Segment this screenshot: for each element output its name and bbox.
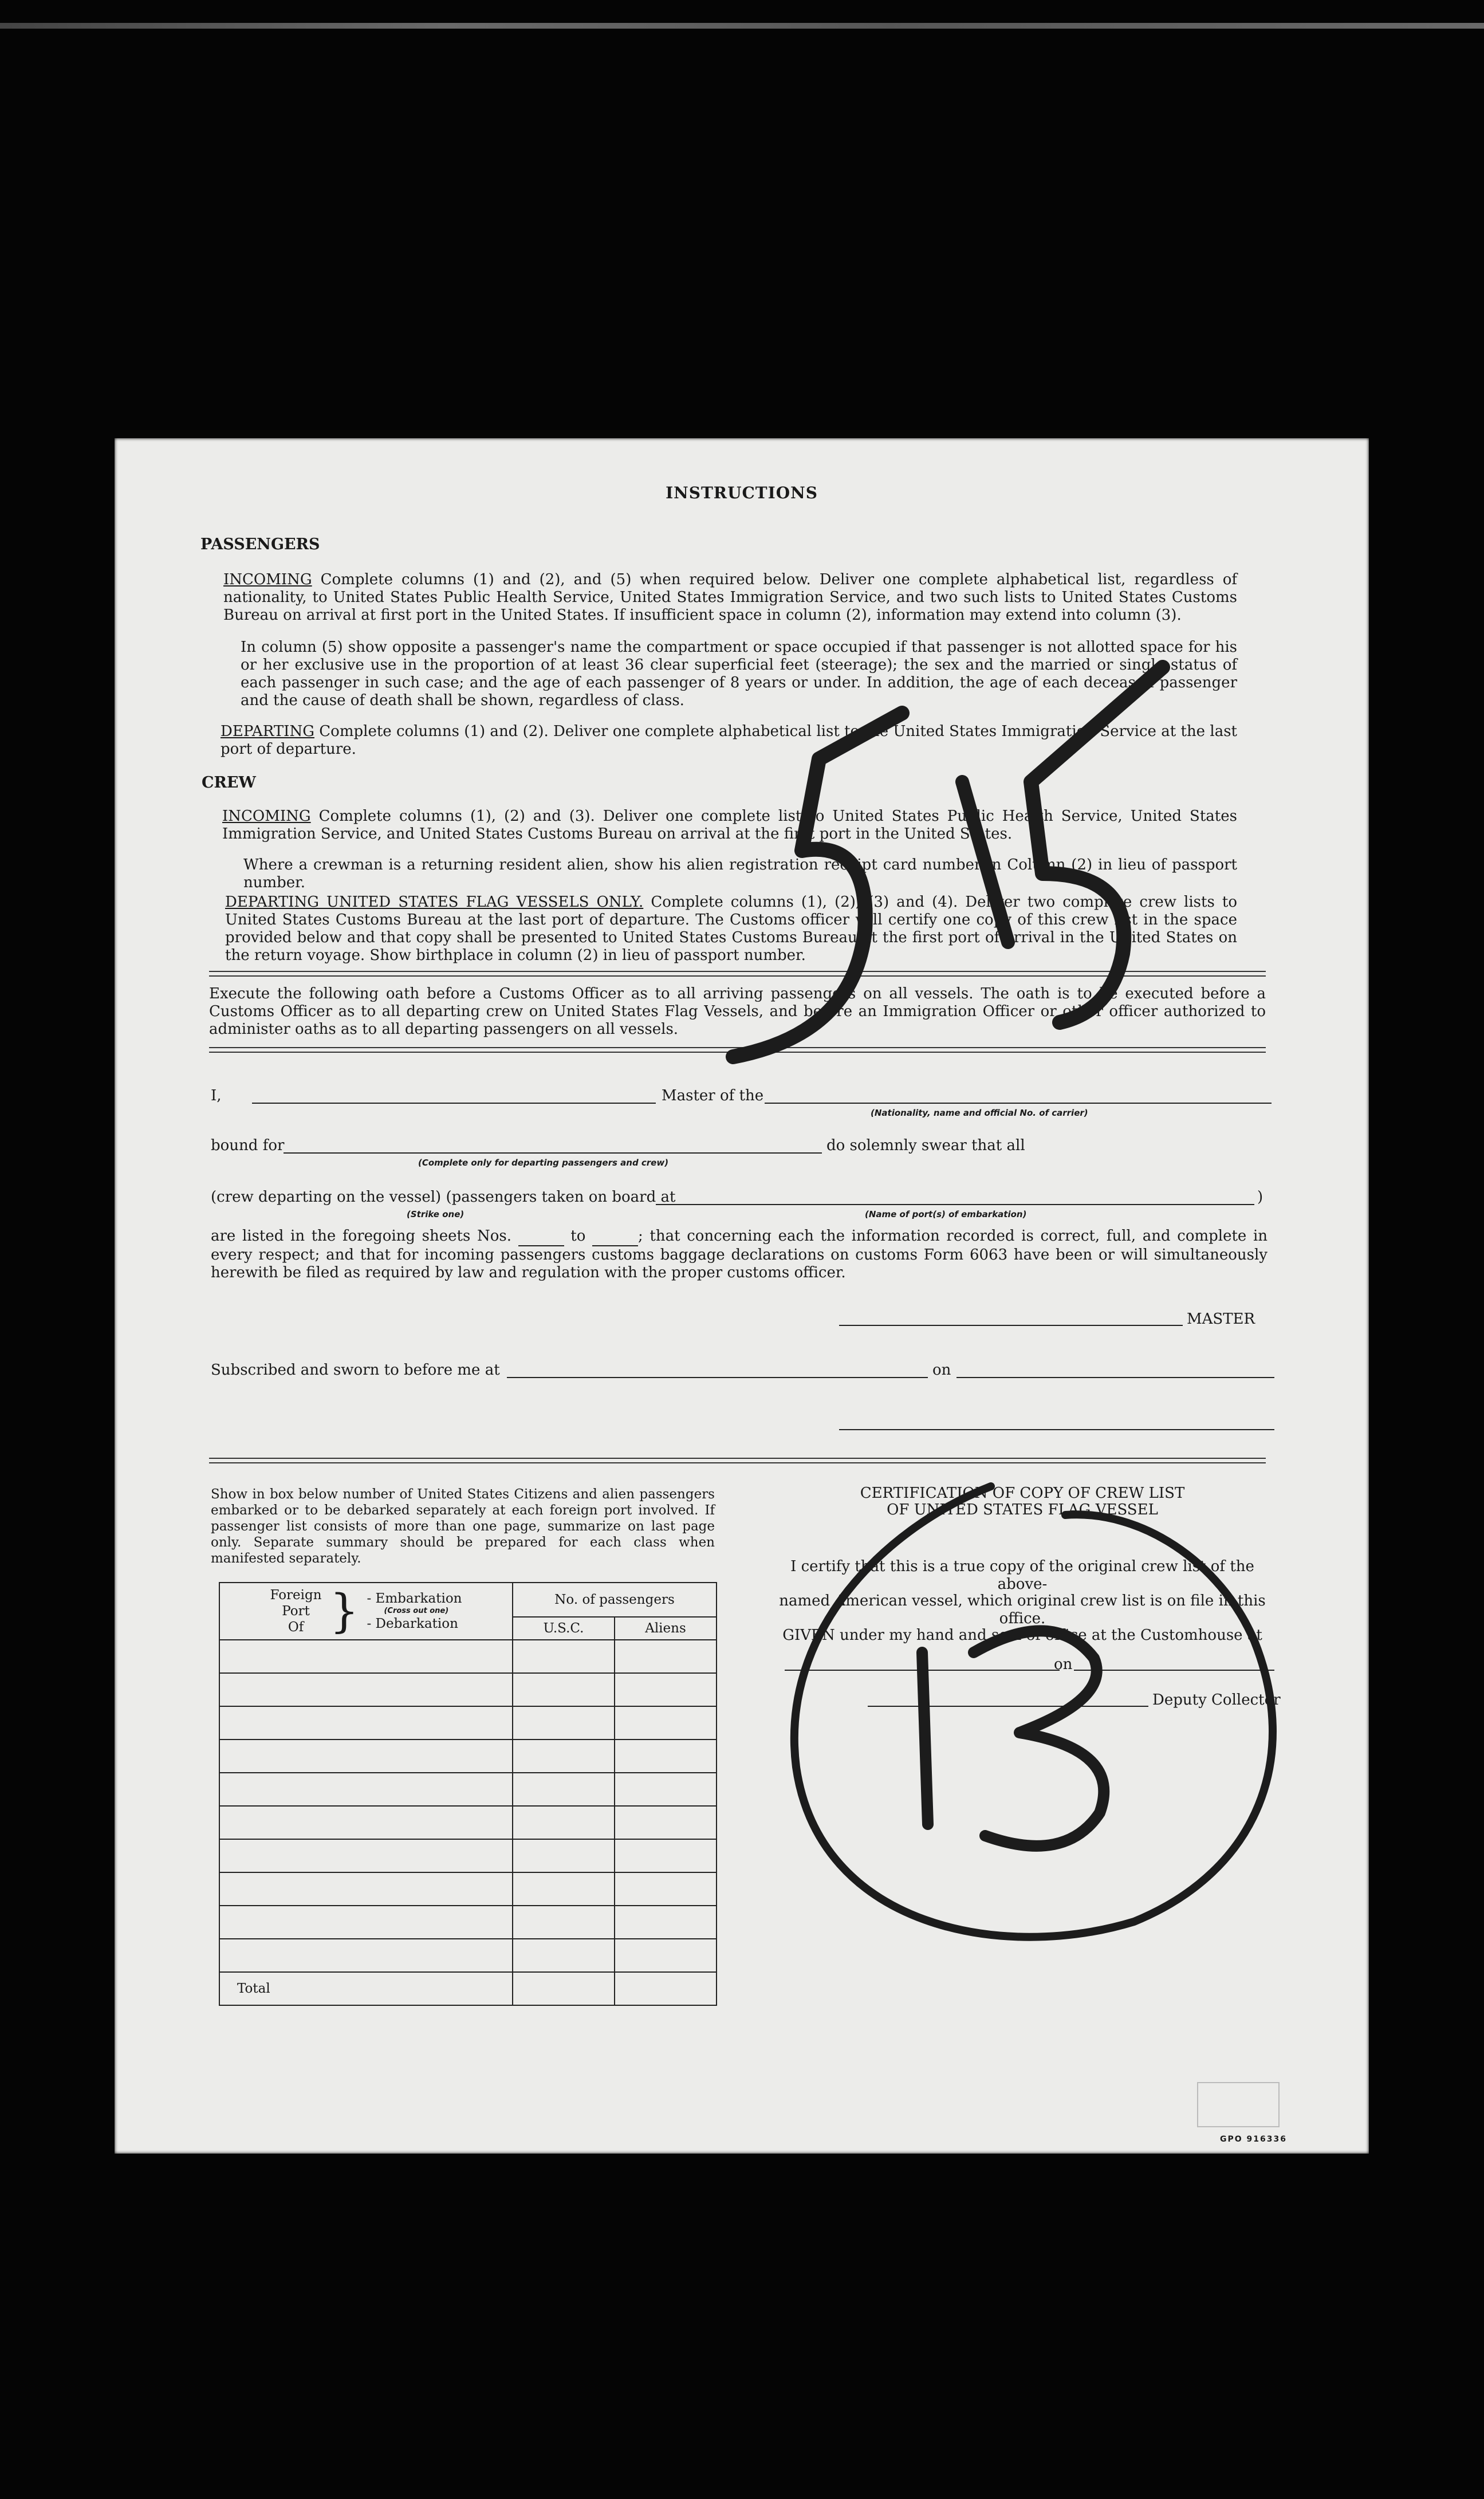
usc-cell[interactable]: [513, 1740, 615, 1773]
officer-signature-field[interactable]: [839, 1429, 1274, 1430]
usc-cell[interactable]: [513, 1673, 615, 1706]
subscribed-label: Subscribed and sworn to before me at: [211, 1361, 500, 1379]
divider-3: [209, 1458, 1266, 1463]
crewman-paragraph: Where a crewman is a returning resident alien, show his alien registration receipt card number in Column (2) in lieu of passport number.: [243, 856, 1237, 891]
table-row: [219, 1706, 717, 1740]
column5-paragraph: In column (5) show opposite a passenger's name the compartment or space occupied if that passenger is not allotted space for his or her exclusive use in the proportion of at least 36 clear superficial feet (steerage); the sex and the married or single status of each passenger in such case; and the age of each passenger of 8 years or under. In addition, the age of each deceased passenger and the cause of death shall be shown, regardless of class.: [241, 639, 1237, 709]
usc-cell[interactable]: [513, 1839, 615, 1872]
port-cell[interactable]: [219, 1673, 513, 1706]
bound-for-label: bound for: [211, 1137, 285, 1154]
table-row: [219, 1906, 717, 1939]
incoming-crew-text: Complete columns (1), (2) and (3). Deliver one complete list to United States Public Health Service, United States Immigration Service, and United States Customs Bureau on arrival at the first port in the United States.: [222, 808, 1237, 843]
usc-cell[interactable]: [513, 1706, 615, 1740]
aliens-cell[interactable]: [615, 1906, 717, 1939]
port-cell[interactable]: [219, 1906, 513, 1939]
total-usc-cell[interactable]: [513, 1972, 615, 2005]
sworn-on-label: on: [932, 1361, 951, 1379]
port-cell[interactable]: [219, 1806, 513, 1839]
gpo-footer: GPO 916336: [1220, 2135, 1287, 2144]
embarkation-label: - Embarkation: [367, 1591, 462, 1606]
port-cell[interactable]: [219, 1939, 513, 1972]
usc-cell[interactable]: [513, 1939, 615, 1972]
table-row: [219, 1872, 717, 1906]
table-row: [219, 1673, 717, 1706]
crew-heading: CREW: [202, 774, 256, 792]
departing-passengers-label: DEPARTING: [221, 723, 314, 740]
port-cell[interactable]: [219, 1740, 513, 1773]
departing-crew-paragraph: [225, 894, 1237, 965]
total-label: Total: [219, 1972, 513, 2005]
oath-i-label: I,: [211, 1087, 222, 1104]
certification-title: [773, 1485, 1272, 1518]
sheet-to-field[interactable]: [592, 1227, 638, 1246]
certification-title-line2: OF UNITED STATES FLAG VESSEL: [887, 1501, 1158, 1518]
aliens-cell[interactable]: [615, 1806, 717, 1839]
certification-title-line1: CERTIFICATION OF COPY OF CREW LIST: [860, 1485, 1185, 1502]
aliens-cell[interactable]: [615, 1839, 717, 1872]
port-cell[interactable]: [219, 1773, 513, 1806]
usc-cell[interactable]: [513, 1773, 615, 1806]
port-cell[interactable]: [219, 1839, 513, 1872]
carrier-field[interactable]: [765, 1103, 1272, 1104]
nationality-note: (Nationality, name and official No. of carrier): [871, 1108, 1088, 1118]
departing-passengers-paragraph: [221, 723, 1237, 758]
table-row: [219, 1939, 717, 1972]
form-title: INSTRUCTIONS: [666, 483, 818, 502]
form-page: [115, 438, 1369, 2154]
listed-post: ; that concerning each the information recorded is correct, full, and complete in every respect; and that for incoming passengers customs baggage declarations on customs Form 6063 have been or will simultaneously herewith be filed as required by law and regulation with the proper customs officer.: [211, 1227, 1268, 1281]
foreign-port-header: [219, 1583, 513, 1640]
debarkation-label: - Debarkation: [367, 1616, 458, 1631]
customhouse-field[interactable]: [785, 1670, 1060, 1671]
aliens-cell[interactable]: [615, 1640, 717, 1673]
listed-paragraph: [211, 1227, 1267, 1282]
usc-cell[interactable]: [513, 1872, 615, 1906]
port-embarkation-field[interactable]: [656, 1204, 1254, 1205]
aliens-cell[interactable]: [615, 1773, 717, 1806]
usc-cell[interactable]: [513, 1806, 615, 1839]
incoming-passengers-label: INCOMING: [223, 571, 312, 588]
master-name-field[interactable]: [252, 1103, 656, 1104]
master-label: MASTER: [1187, 1311, 1255, 1328]
usc-header: U.S.C.: [513, 1617, 615, 1640]
deputy-signature-field[interactable]: [868, 1706, 1148, 1707]
certify-date-field[interactable]: [1074, 1670, 1274, 1671]
brace-glyph: }: [329, 1584, 359, 1638]
ports-note: (Name of port(s) of embarkation): [865, 1209, 1027, 1219]
execute-oath-paragraph: Execute the following oath before a Customs Officer as to all arriving passengers on all vessels. The oath is to be executed before a Customs Officer as to all departing crew on United States Flag Vessels, and before an Immigration Officer or other officer authorized to administer oaths as to all departing passengers on all vessels.: [209, 985, 1266, 1038]
port-cell[interactable]: [219, 1640, 513, 1673]
aliens-cell[interactable]: [615, 1872, 717, 1906]
incoming-passengers-text: Complete columns (1) and (2), and (5) when required below. Deliver one complete alphabetical list, regardless of nationality, to United States Public Health Service, United States Immigration Service, and two such lists to United States Customs Bureau on arrival at first port in the United States. If insufficient space in column (2), information may extend into column (3).: [223, 571, 1237, 624]
summary-instructions: Show in box below number of United States Citizens and alien passengers embarked or to be debarked separately at each foreign port involved. If passenger list consists of more than one page, summarize on last page only. Separate summary should be prepared for each class when manifested separately.: [211, 1487, 715, 1566]
usc-cell[interactable]: [513, 1906, 615, 1939]
strike-one-note: (Strike one): [407, 1209, 465, 1219]
passenger-summary-table: [219, 1582, 717, 2006]
film-edge: [0, 23, 1484, 29]
port-label: Port: [282, 1604, 310, 1619]
listed-pre: are listed in the foregoing sheets Nos.: [211, 1227, 511, 1245]
table-row: [219, 1640, 717, 1673]
swear-label: do solemnly swear that all: [826, 1137, 1025, 1154]
certify-line1: I certify that this is a true copy of the original crew list of the above-: [790, 1558, 1254, 1593]
total-aliens-cell[interactable]: [615, 1972, 717, 2005]
aliens-cell[interactable]: [615, 1706, 717, 1740]
close-paren: ): [1257, 1188, 1263, 1206]
departing-crew-label: DEPARTING UNITED STATES FLAG VESSELS ONLY.: [225, 894, 644, 911]
of-label: Of: [288, 1620, 304, 1635]
port-cell[interactable]: [219, 1706, 513, 1740]
departing-passengers-text: Complete columns (1) and (2). Deliver one complete alphabetical list to the United States Immigration Service at the last port of departure.: [221, 723, 1237, 758]
aliens-header: Aliens: [615, 1617, 717, 1640]
deputy-collector-label: Deputy Collector: [1152, 1691, 1281, 1709]
certify-line2: named American vessel, which original crew list is on file in this office.: [779, 1592, 1266, 1627]
sworn-place-field[interactable]: [507, 1377, 928, 1378]
divider-1: [209, 971, 1266, 977]
stamp-box: [1197, 2082, 1280, 2127]
complete-only-note: (Complete only for departing passengers and crew): [418, 1158, 669, 1168]
aliens-cell[interactable]: [615, 1673, 717, 1706]
passengers-heading: PASSENGERS: [200, 536, 320, 553]
total-row: [219, 1972, 717, 2005]
master-of-label: Master of the: [662, 1087, 764, 1104]
aliens-cell[interactable]: [615, 1740, 717, 1773]
sworn-date-field[interactable]: [956, 1377, 1274, 1378]
incoming-passengers-paragraph: [223, 571, 1237, 624]
table-row: [219, 1740, 717, 1773]
incoming-crew-paragraph: [222, 808, 1237, 843]
master-signature-field[interactable]: [839, 1325, 1183, 1326]
cross-out-note: (Cross out one): [384, 1607, 449, 1615]
table-row: [219, 1806, 717, 1839]
crew-departing-label: (crew departing on the vessel) (passengers taken on board at: [211, 1188, 676, 1206]
sheet-from-field[interactable]: [518, 1227, 564, 1246]
divider-2: [209, 1047, 1266, 1053]
table-row: [219, 1839, 717, 1872]
certify-on-label: on: [1054, 1656, 1073, 1673]
port-cell[interactable]: [219, 1872, 513, 1906]
certify-line3: GIVEN under my hand and seal of office at the Customhouse at: [782, 1627, 1262, 1644]
no-passengers-header: No. of passengers: [513, 1583, 717, 1617]
incoming-crew-label: INCOMING: [222, 808, 311, 825]
departing-crew-text: Complete columns (1), (2), (3) and (4). Deliver two complete crew lists to United States Customs Bureau at the last port of departure. The Customs officer will certify one copy of this crew list in the space provided below and that copy shall be presented to United States Customs Bureau at the first port of arrival in the United States on the return voyage. Show birthplace in column (2) in lieu of passport number.: [225, 894, 1237, 964]
table-row: [219, 1773, 717, 1806]
listed-to: to: [570, 1227, 586, 1245]
bound-for-field[interactable]: [284, 1152, 822, 1154]
usc-cell[interactable]: [513, 1640, 615, 1673]
aliens-cell[interactable]: [615, 1939, 717, 1972]
foreign-label: Foreign: [270, 1588, 322, 1603]
